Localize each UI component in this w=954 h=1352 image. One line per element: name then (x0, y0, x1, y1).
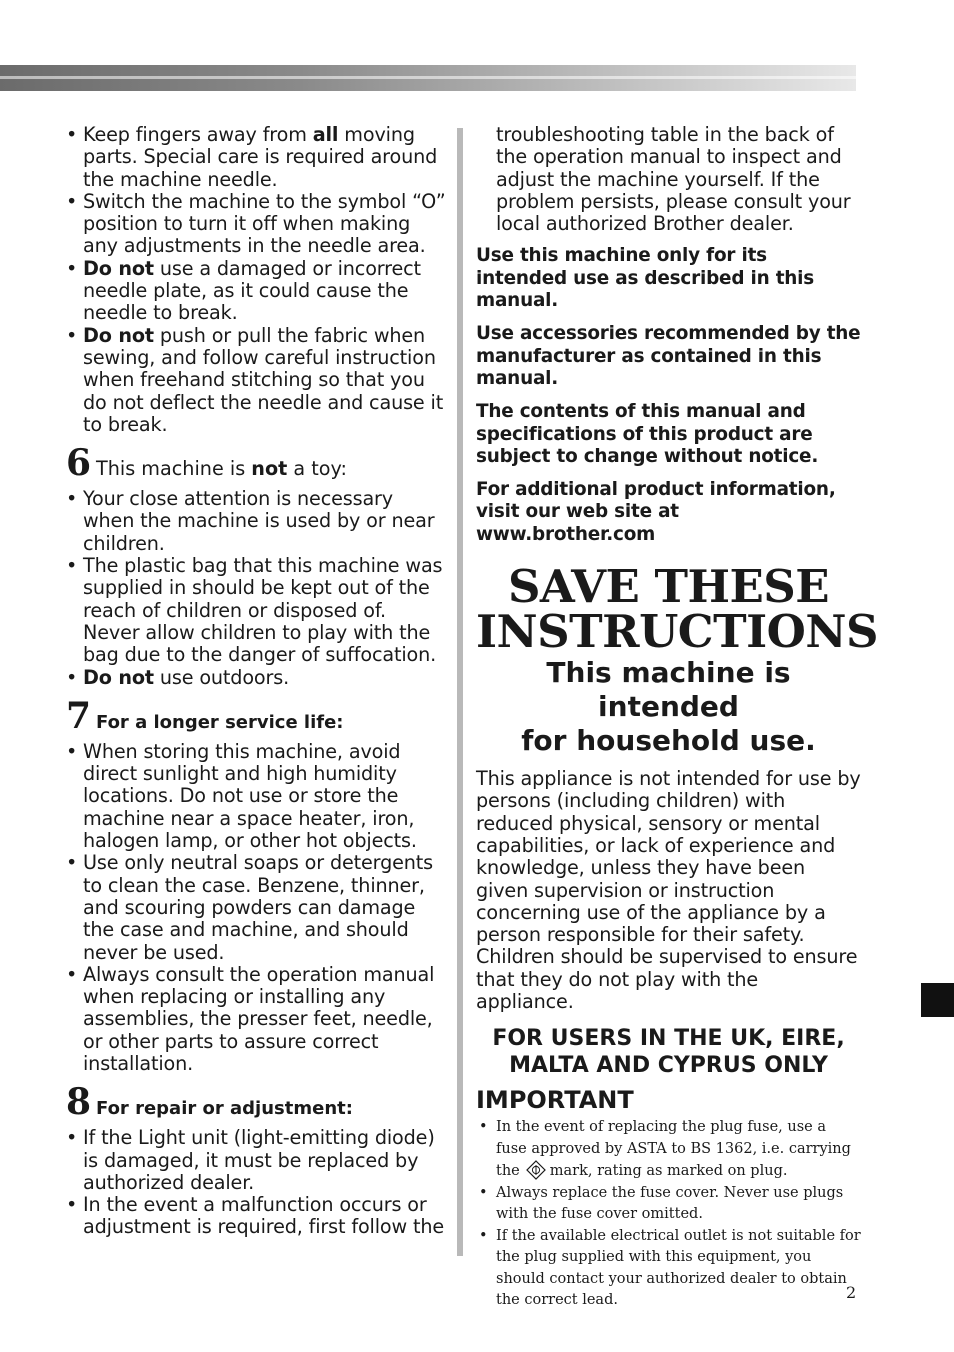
section-title: This machine is not a toy: (96, 457, 347, 481)
save-instructions-title: SAVE THESE INSTRUCTIONS (476, 560, 878, 659)
asta-bsi-mark-icon (526, 1160, 546, 1180)
page-number: 2 (846, 1283, 857, 1302)
notice-accessories: Use accessories recommended by the manufacturer as contained in this manual. (476, 323, 861, 389)
list-item: • Do not use a damaged or incorrect needle plate, as it could cause the needle to break. (66, 258, 446, 325)
list-item: • The plastic bag that this machine was supplied in should be kept out of the reach of children or disposed of. Never allow children to play with the bag due to the danger of suffocation. (66, 555, 446, 666)
list-item: • Keep fingers away from all moving parts. Special care is required around the machine needle. (66, 124, 446, 191)
uk-users-heading: FOR USERS IN THE UK, EIRE, MALTA AND CYPRUS ONLY (492, 1026, 845, 1079)
section-number: 7 (66, 694, 92, 737)
important-heading: IMPORTANT (476, 1086, 634, 1115)
repair-list (66, 1127, 446, 1238)
service-life-list (66, 741, 446, 1075)
section-number: 8 (66, 1081, 92, 1124)
section-8-heading (66, 1081, 446, 1124)
continuation-text: troubleshooting table in the back of the operation manual to inspect and adjust the machine yourself. If the problem persists, please consult your local authorized Brother dealer. (496, 123, 851, 236)
list-item: • If the Light unit (light-emitting diode) is damaged, it must be replaced by authorized dealer. (66, 1127, 446, 1194)
column-divider (457, 128, 463, 1256)
list-item: • Do not push or pull the fabric when sewing, and follow careful instruction when freehand stitching so that you do not deflect the needle and cause it to break. (66, 325, 446, 436)
safety-list-children (66, 488, 446, 689)
list-item: • Use only neutral soaps or detergents to clean the case. Benzene, thinner, and scouring powders can damage the case and machine, and should never be used. (66, 852, 446, 963)
notice-intended-use: Use this machine only for its intended use as described in this manual. (476, 245, 815, 312)
list-item: • Switch the machine to the symbol “O” position to turn it off when making any adjustments in the needle area. (66, 191, 446, 258)
list-item: • Do not use outdoors. (66, 667, 446, 689)
safety-list-general (66, 124, 446, 436)
section-6-heading (66, 442, 446, 485)
header-gradient-bar (0, 65, 856, 91)
chapter-tab-marker (921, 983, 954, 1017)
list-item: • When storing this machine, avoid direct sunlight and high humidity locations. Do not use or store the machine near a space heater, iron, halogen lamp, or other hot objects. (66, 741, 446, 852)
list-item: • In the event a malfunction occurs or adjustment is required, first follow the (66, 1194, 446, 1239)
section-title: For a longer service life: (96, 711, 344, 733)
notice-website: For additional product information, visit our web site at www.brother.com (476, 479, 836, 545)
fuse-list (476, 1117, 861, 1312)
list-item: • Your close attention is necessary when the machine is used by or near children. (66, 488, 446, 555)
list-item: • Always consult the operation manual when replacing or installing any assemblies, the presser feet, needle, or other parts to assure correct installation. (66, 964, 446, 1075)
appliance-warning: This appliance is not intended for use by persons (including children) with reduced physical, sensory or mental capabilities, or lack of experience and knowledge, unless they have been given supervision or instruction concerning use of the appliance by a person responsible for their safety. (476, 767, 861, 947)
list-item: • In the event of replacing the plug fuse, use a fuse approved by ASTA to BS 1362, i.e. carrying the mark, rating as marked on plug. (476, 1117, 861, 1183)
household-use-subtitle: This machine is intended for household use. (521, 656, 816, 758)
right-column (476, 123, 878, 1312)
section-title: For repair or adjustment: (96, 1098, 353, 1120)
list-item: • If the available electrical outlet is not suitable for the plug supplied with this equipment, you should contact your authorized dealer to obtain the correct lead. (476, 1226, 861, 1312)
children-supervision: Children should be supervised to ensure that they do not play with the appliance. (476, 945, 858, 1014)
section-7-heading (66, 694, 446, 737)
section-number: 6 (66, 442, 92, 485)
notice-contents-change: The contents of this manual and specifications of this product are subject to change without notice. (476, 401, 819, 467)
list-item: • Always replace the fuse cover. Never use plugs with the fuse cover omitted. (476, 1183, 861, 1226)
left-column (66, 124, 446, 1239)
